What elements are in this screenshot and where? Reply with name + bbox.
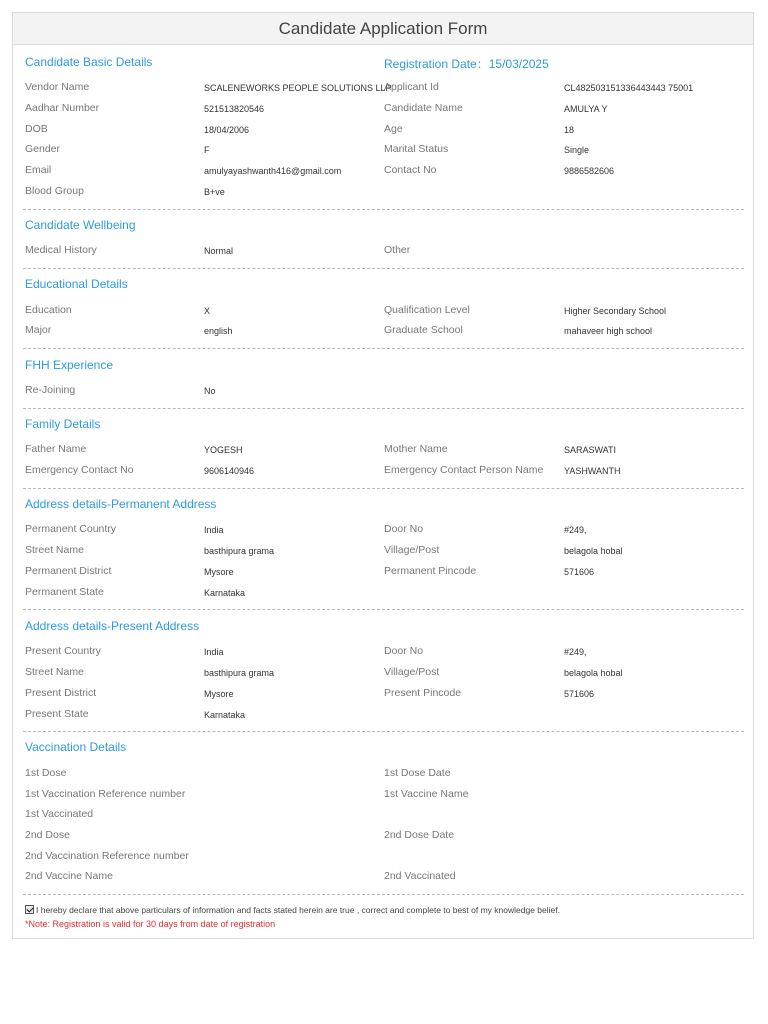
section-title-vaccination: Vaccination Details — [25, 740, 127, 754]
second-vaccine-name-label: 2nd Vaccine Name — [25, 870, 113, 882]
marital-status-label: Marital Status — [384, 143, 449, 155]
qualification-level-label: Qualification Level — [384, 304, 470, 316]
section-title-basic-details: Candidate Basic Details — [25, 55, 153, 69]
registration-note: *Note: Registration is valid for 30 days from date of registration — [25, 919, 276, 929]
section-divider — [23, 609, 744, 610]
section-divider — [23, 268, 744, 269]
section-title-family: Family Details — [25, 417, 101, 431]
emergency-contact-no-label: Emergency Contact No — [25, 464, 134, 476]
gender-label: Gender — [25, 143, 61, 155]
registration-date-label: Registration Date： — [384, 57, 489, 71]
mother-name-value: SARASWATI — [564, 445, 617, 455]
permanent-village-label: Village/Post — [384, 544, 440, 556]
first-vaccinated-label: 1st Vaccinated — [25, 808, 94, 820]
declaration-text: I hereby declare that above particulars of information and facts stated herein are true , correct and complete to best of my knowledge belief. — [36, 905, 560, 915]
declaration-checkbox[interactable] — [25, 905, 34, 914]
emergency-contact-person-value: YASHWANTH — [564, 466, 621, 476]
permanent-country-label: Permanent Country — [25, 523, 117, 535]
second-dose-label: 2nd Dose — [25, 829, 70, 841]
present-country-label: Present Country — [25, 645, 101, 657]
permanent-door-no-label: Door No — [384, 523, 424, 535]
medical-history-value: Normal — [204, 246, 234, 256]
application-form — [12, 12, 754, 939]
blood-group-label: Blood Group — [25, 185, 84, 197]
permanent-pincode-label: Permanent Pincode — [384, 565, 477, 577]
candidate-name-label: Candidate Name — [384, 102, 463, 114]
present-district-label: Present District — [25, 687, 97, 699]
section-title-permanent-address: Address details-Permanent Address — [25, 497, 217, 511]
emergency-contact-person-label: Emergency Contact Person Name — [384, 464, 544, 476]
permanent-state-label: Permanent State — [25, 586, 104, 598]
email-value: amulyayashwanth416@gmail.com — [204, 166, 342, 176]
section-divider — [23, 348, 744, 349]
vendor-name-value: SCALENEWORKS PEOPLE SOLUTIONS LLP — [204, 83, 392, 93]
permanent-door-no-value: #249, — [564, 525, 587, 535]
second-vaccinated-label: 2nd Vaccinated — [384, 870, 456, 882]
second-dose-date-label: 2nd Dose Date — [384, 829, 455, 841]
mother-name-label: Mother Name — [384, 443, 448, 455]
graduate-school-value: mahaveer high school — [564, 326, 653, 336]
section-title-fhh-experience: FHH Experience — [25, 358, 114, 372]
present-village-label: Village/Post — [384, 666, 440, 678]
permanent-state-value: Karnataka — [204, 588, 246, 598]
form-title: Candidate Application Form — [13, 13, 753, 45]
section-divider — [23, 408, 744, 409]
gender-value: F — [204, 145, 210, 155]
present-country-value: India — [204, 647, 224, 657]
applicant-id-label: Applicant Id — [384, 81, 439, 93]
permanent-street-value: basthipura grama — [204, 546, 275, 556]
section-divider — [23, 731, 744, 732]
rejoining-label: Re-Joining — [25, 384, 76, 396]
age-value: 18 — [564, 125, 575, 135]
present-street-label: Street Name — [25, 666, 84, 678]
father-name-label: Father Name — [25, 443, 87, 455]
contact-no-label: Contact No — [384, 164, 437, 176]
present-street-value: basthipura grama — [204, 668, 275, 678]
age-label: Age — [384, 123, 403, 135]
section-title-wellbeing: Candidate Wellbeing — [25, 218, 136, 232]
education-label: Education — [25, 304, 72, 316]
dob-value: 18/04/2006 — [204, 125, 250, 135]
section-title-education: Educational Details — [25, 277, 128, 291]
permanent-district-label: Permanent District — [25, 565, 112, 577]
other-label: Other — [384, 244, 411, 256]
graduate-school-label: Graduate School — [384, 324, 463, 336]
section-title-present-address: Address details-Present Address — [25, 619, 200, 633]
section-divider — [23, 488, 744, 489]
aadhar-number-label: Aadhar Number — [25, 102, 100, 114]
major-value: english — [204, 326, 233, 336]
vendor-name-label: Vendor Name — [25, 81, 90, 93]
blood-group-value: B+ve — [204, 187, 225, 197]
contact-no-value: 9886582606 — [564, 166, 615, 176]
first-vaccination-ref-label: 1st Vaccination Reference number — [25, 788, 186, 800]
present-village-value: belagola hobal — [564, 668, 623, 678]
marital-status-value: Single — [564, 145, 590, 155]
permanent-country-value: India — [204, 525, 224, 535]
permanent-street-label: Street Name — [25, 544, 84, 556]
declaration — [25, 905, 560, 915]
present-pincode-label: Present Pincode — [384, 687, 462, 699]
candidate-name-value: AMULYA Y — [564, 104, 608, 114]
rejoining-value: No — [204, 386, 216, 396]
registration-date-value: 15/03/2025 — [488, 57, 549, 71]
dob-label: DOB — [25, 123, 48, 135]
present-door-no-value: #249, — [564, 647, 587, 657]
major-label: Major — [25, 324, 52, 336]
present-pincode-value: 571606 — [564, 689, 595, 699]
permanent-district-value: Mysore — [204, 567, 234, 577]
permanent-pincode-value: 571606 — [564, 567, 595, 577]
present-door-no-label: Door No — [384, 645, 424, 657]
education-value: X — [204, 306, 211, 316]
first-vaccine-name-label: 1st Vaccine Name — [384, 788, 469, 800]
registration-date — [384, 55, 549, 72]
email-label: Email — [25, 164, 52, 176]
present-state-label: Present State — [25, 708, 89, 720]
second-vaccination-ref-label: 2nd Vaccination Reference number — [25, 850, 189, 862]
father-name-value: YOGESH — [204, 445, 243, 455]
applicant-id-value: CL482503151336443443 75001 — [564, 83, 694, 93]
first-dose-date-label: 1st Dose Date — [384, 767, 451, 779]
aadhar-number-value: 521513820546 — [204, 104, 265, 114]
section-divider — [23, 209, 744, 210]
present-state-value: Karnataka — [204, 710, 246, 720]
first-dose-label: 1st Dose — [25, 767, 67, 779]
permanent-village-value: belagola hobal — [564, 546, 623, 556]
medical-history-label: Medical History — [25, 244, 97, 256]
section-divider — [23, 894, 744, 895]
present-district-value: Mysore — [204, 689, 234, 699]
qualification-level-value: Higher Secondary School — [564, 306, 667, 316]
emergency-contact-no-value: 9606140946 — [204, 466, 255, 476]
